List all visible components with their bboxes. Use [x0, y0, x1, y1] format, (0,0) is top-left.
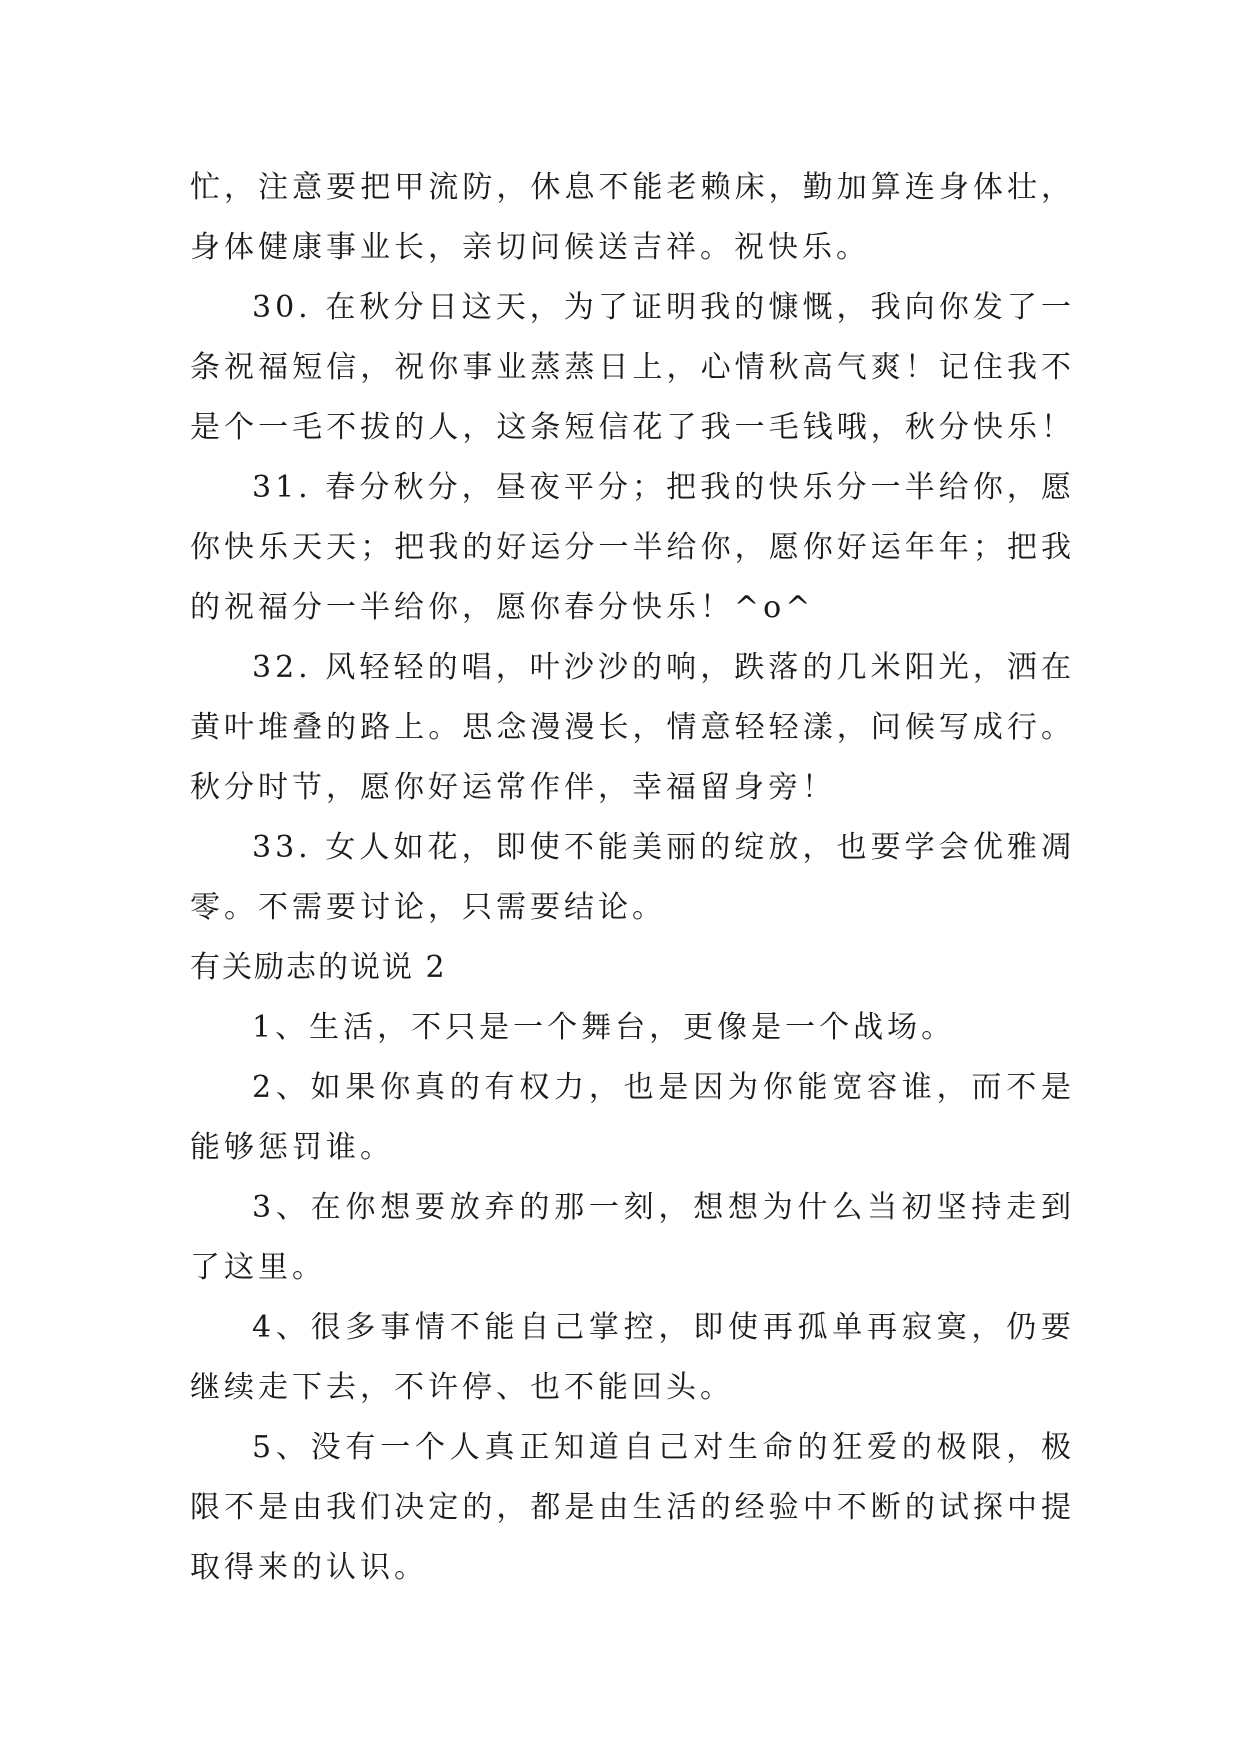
paragraph-30-start: 30. 在秋分日这天，为了证明我的慷慨，我向你发了一: [252, 290, 1075, 325]
document-body: [190, 158, 1075, 1598]
text-line: 继续走下去，不许停、也不能回头。: [190, 1370, 734, 1405]
text-line: 的祝福分一半给你，愿你春分快乐！^o^: [190, 590, 815, 625]
text-line: 身体健康事业长，亲切问候送吉祥。祝快乐。: [190, 230, 870, 265]
text-line: 秋分时节，愿你好运常作伴，幸福留身旁！: [190, 770, 836, 805]
paragraph-33-start: 33. 女人如花，即使不能美丽的绽放，也要学会优雅凋: [252, 830, 1075, 865]
section-heading: 有关励志的说说 2: [190, 950, 447, 985]
text-line: 取得来的认识。: [190, 1550, 428, 1585]
paragraph-1: 1、生活，不只是一个舞台，更像是一个战场。: [252, 1010, 956, 1045]
text-line: 了这里。: [190, 1250, 326, 1285]
paragraph-3-start: 3、在你想要放弃的那一刻，想想为什么当初坚持走到: [252, 1190, 1075, 1225]
paragraph-31-start: 31. 春分秋分，昼夜平分；把我的快乐分一半给你，愿: [252, 470, 1075, 505]
text-line: 黄叶堆叠的路上。思念漫漫长，情意轻轻漾，问候写成行。: [190, 710, 1075, 745]
text-line: 你快乐天天；把我的好运分一半给你，愿你好运年年；把我: [190, 530, 1075, 565]
text-line: 条祝福短信，祝你事业蒸蒸日上，心情秋高气爽！记住我不: [190, 350, 1075, 385]
text-line: 是个一毛不拔的人，这条短信花了我一毛钱哦，秋分快乐！: [190, 410, 1075, 445]
paragraph-4-start: 4、很多事情不能自己掌控，即使再孤单再寂寞，仍要: [252, 1310, 1075, 1345]
text-line: 零。不需要讨论，只需要结论。: [190, 890, 666, 925]
paragraph-2-start: 2、如果你真的有权力，也是因为你能宽容谁，而不是: [252, 1070, 1075, 1105]
text-line: 能够惩罚谁。: [190, 1130, 394, 1165]
text-line: 限不是由我们决定的，都是由生活的经验中不断的试探中提: [190, 1490, 1075, 1525]
paragraph-32-start: 32. 风轻轻的唱，叶沙沙的响，跌落的几米阳光，洒在: [252, 650, 1075, 685]
text-line: 忙，注意要把甲流防，休息不能老赖床，勤加算连身体壮，: [190, 170, 1075, 205]
paragraph-5-start: 5、没有一个人真正知道自己对生命的狂爱的极限，极: [252, 1430, 1075, 1465]
